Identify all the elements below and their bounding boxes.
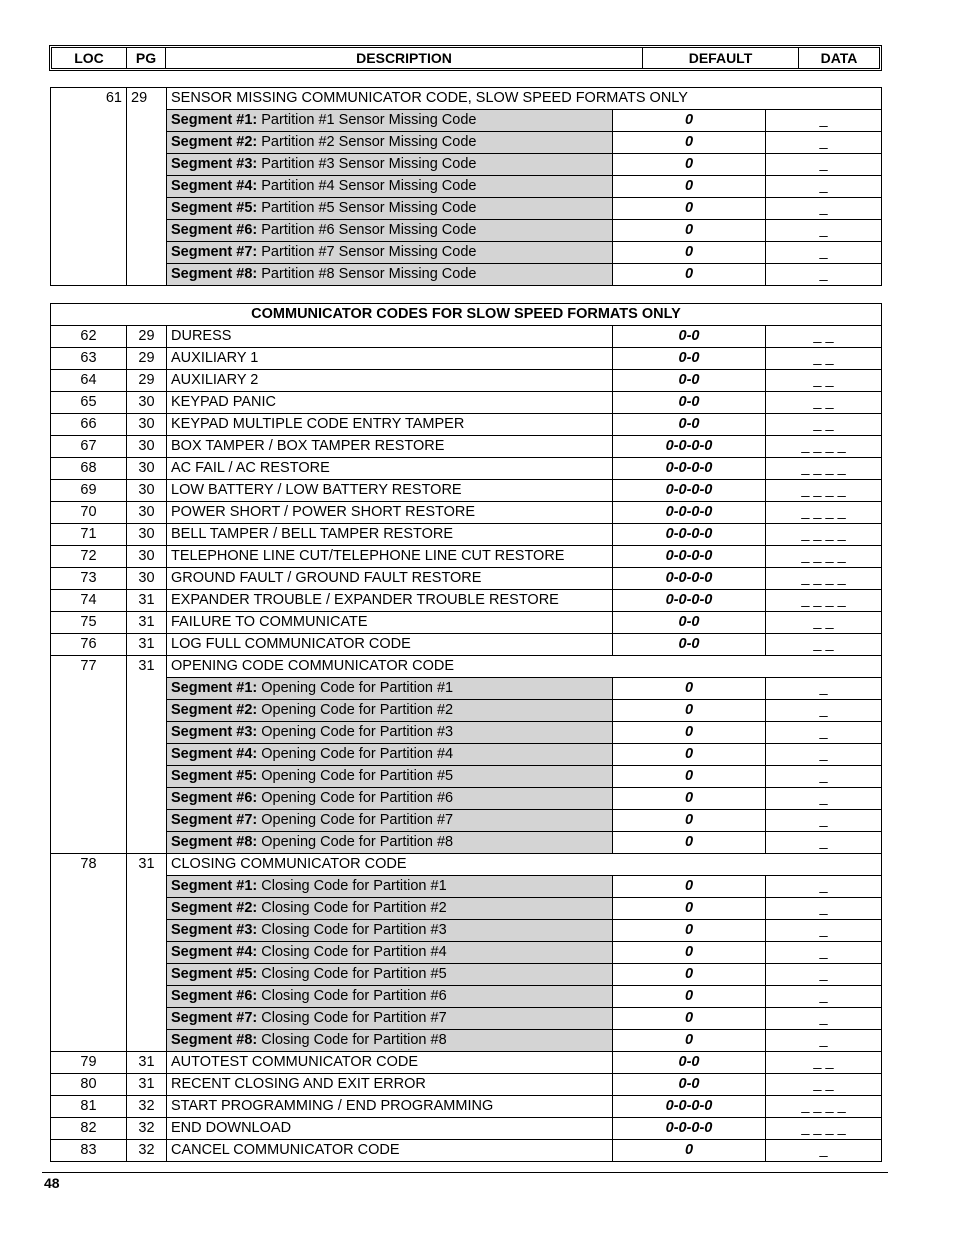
table-row	[51, 942, 882, 964]
loc-cell: 68	[51, 458, 127, 480]
table-row	[51, 436, 882, 458]
segment-description	[167, 132, 613, 154]
loc-cell: 62	[51, 326, 127, 348]
description-cell: START PROGRAMMING / END PROGRAMMING	[167, 1096, 613, 1118]
header-default: DEFAULT	[643, 48, 799, 68]
segment-text: Opening Code for Partition #8	[257, 834, 454, 850]
data-entry[interactable]: _ _	[766, 326, 882, 348]
segment-description	[167, 264, 613, 286]
table-row	[51, 612, 882, 634]
loc-cell: 70	[51, 502, 127, 524]
default-value: 0-0-0-0	[613, 524, 766, 546]
data-entry[interactable]: _	[766, 1140, 882, 1162]
description-cell: RECENT CLOSING AND EXIT ERROR	[167, 1074, 613, 1096]
table-row	[51, 1008, 882, 1030]
default-value: 0-0	[613, 326, 766, 348]
segment-text: Closing Code for Partition #7	[257, 1010, 447, 1026]
segment-label: Segment #2:	[171, 900, 258, 916]
segment-text: Closing Code for Partition #8	[257, 1032, 447, 1048]
default-value: 0-0-0-0	[613, 480, 766, 502]
data-entry[interactable]: _	[766, 832, 882, 854]
table-row	[51, 590, 882, 612]
loc-cell: 72	[51, 546, 127, 568]
segment-description	[167, 700, 613, 722]
header-loc: LOC	[74, 50, 104, 66]
table-row	[51, 154, 882, 176]
data-entry[interactable]: _	[766, 722, 882, 744]
data-entry[interactable]: _ _ _ _	[766, 546, 882, 568]
default-value: 0	[613, 832, 766, 854]
table-row	[51, 1030, 882, 1052]
table-row	[51, 88, 882, 110]
table-row	[51, 832, 882, 854]
segment-text: Opening Code for Partition #6	[257, 790, 454, 806]
data-entry[interactable]: _	[766, 242, 882, 264]
data-entry[interactable]: _	[766, 788, 882, 810]
table-row	[51, 1096, 882, 1118]
table-row	[51, 1052, 882, 1074]
segment-description	[167, 154, 613, 176]
segment-description	[167, 744, 613, 766]
default-value: 0-0	[613, 612, 766, 634]
segment-text: Opening Code for Partition #2	[257, 702, 454, 718]
table-row	[51, 110, 882, 132]
table-row	[51, 220, 882, 242]
pg-cell: 30	[127, 436, 167, 458]
segment-label: Segment #3:	[171, 922, 258, 938]
data-entry[interactable]: _ _ _ _	[766, 458, 882, 480]
table-row	[51, 1140, 882, 1162]
segment-text: Opening Code for Partition #3	[257, 724, 454, 740]
segment-description	[167, 242, 613, 264]
segment-text: Partition #6 Sensor Missing Code	[257, 222, 477, 238]
segment-description	[167, 876, 613, 898]
description-cell: LOW BATTERY / LOW BATTERY RESTORE	[167, 480, 613, 502]
segment-text: Opening Code for Partition #4	[257, 746, 454, 762]
data-entry[interactable]: _ _	[766, 392, 882, 414]
loc-cell: 79	[51, 1052, 127, 1074]
pg-cell: 30	[127, 480, 167, 502]
segment-description	[167, 898, 613, 920]
segment-text: Partition #2 Sensor Missing Code	[257, 134, 477, 150]
default-value: 0	[613, 264, 766, 286]
pg-cell: 29	[127, 370, 167, 392]
segment-label: Segment #4:	[171, 178, 258, 194]
data-entry[interactable]: _ _	[766, 612, 882, 634]
header-description: DESCRIPTION	[166, 48, 643, 68]
segment-label: Segment #2:	[171, 702, 258, 718]
pg-cell: 30	[127, 502, 167, 524]
default-value: 0-0-0-0	[613, 590, 766, 612]
default-value: 0-0	[613, 348, 766, 370]
segment-description	[167, 920, 613, 942]
description-cell: AUXILIARY 2	[167, 370, 613, 392]
table-row	[51, 1074, 882, 1096]
loc-cell: 74	[51, 590, 127, 612]
segment-description	[167, 832, 613, 854]
loc-cell: 82	[51, 1118, 127, 1140]
table-row	[51, 458, 882, 480]
segment-text: Partition #7 Sensor Missing Code	[257, 244, 477, 260]
segment-label: Segment #1:	[171, 878, 258, 894]
data-entry[interactable]: _	[766, 942, 882, 964]
segment-text: Closing Code for Partition #4	[257, 944, 447, 960]
table-row	[51, 264, 882, 286]
default-value: 0-0	[613, 1074, 766, 1096]
data-entry[interactable]: _	[766, 744, 882, 766]
segment-description	[167, 176, 613, 198]
segment-label: Segment #3:	[171, 724, 258, 740]
segment-label: Segment #4:	[171, 746, 258, 762]
default-value: 0-0-0-0	[613, 568, 766, 590]
segment-description	[167, 810, 613, 832]
data-entry[interactable]: _ _ _ _	[766, 436, 882, 458]
data-entry[interactable]: _	[766, 964, 882, 986]
description-cell: DURESS	[167, 326, 613, 348]
segment-label: Segment #2:	[171, 134, 258, 150]
pg-cell: 30	[127, 458, 167, 480]
default-value: 0	[613, 220, 766, 242]
table-row	[51, 744, 882, 766]
description-cell: AUXILIARY 1	[167, 348, 613, 370]
table-row	[51, 920, 882, 942]
default-value: 0	[613, 810, 766, 832]
table-row	[51, 964, 882, 986]
segment-description	[167, 678, 613, 700]
default-value: 0-0-0-0	[613, 1096, 766, 1118]
description-cell: KEYPAD MULTIPLE CODE ENTRY TAMPER	[167, 414, 613, 436]
pg-cell: 31	[127, 854, 167, 1052]
data-entry[interactable]: _	[766, 766, 882, 788]
data-entry[interactable]: _ _	[766, 1052, 882, 1074]
segment-description	[167, 1030, 613, 1052]
page-footer-rule	[42, 1172, 888, 1173]
table-row	[51, 198, 882, 220]
loc-cell: 65	[51, 392, 127, 414]
segment-label: Segment #1:	[171, 112, 258, 128]
default-value: 0	[613, 700, 766, 722]
segment-description	[167, 110, 613, 132]
data-entry[interactable]: _ _	[766, 634, 882, 656]
segment-label: Segment #3:	[171, 156, 258, 172]
segment-text: Partition #4 Sensor Missing Code	[257, 178, 477, 194]
data-entry[interactable]: _	[766, 898, 882, 920]
sensor-missing-table	[50, 87, 882, 286]
pg-cell: 32	[127, 1096, 167, 1118]
default-value: 0	[613, 920, 766, 942]
table-row	[51, 678, 882, 700]
data-entry[interactable]: _	[766, 920, 882, 942]
data-entry[interactable]: _	[766, 1008, 882, 1030]
data-entry[interactable]: _ _ _ _	[766, 1118, 882, 1140]
default-value: 0	[613, 876, 766, 898]
table-row	[51, 502, 882, 524]
segment-label: Segment #8:	[171, 266, 258, 282]
segment-label: Segment #7:	[171, 1010, 258, 1026]
segment-label: Segment #5:	[171, 768, 258, 784]
group-title: OPENING CODE COMMUNICATOR CODE	[167, 656, 882, 678]
segment-label: Segment #6:	[171, 988, 258, 1004]
loc-cell: 83	[51, 1140, 127, 1162]
segment-text: Partition #3 Sensor Missing Code	[257, 156, 477, 172]
pg-cell: 31	[127, 634, 167, 656]
pg-cell: 31	[127, 590, 167, 612]
default-value: 0	[613, 986, 766, 1008]
table-row	[51, 898, 882, 920]
table-row	[51, 348, 882, 370]
data-entry[interactable]: _ _ _ _	[766, 1096, 882, 1118]
default-value: 0	[613, 722, 766, 744]
loc-cell: 67	[51, 436, 127, 458]
description-cell: END DOWNLOAD	[167, 1118, 613, 1140]
default-value: 0-0	[613, 414, 766, 436]
segment-text: Partition #1 Sensor Missing Code	[257, 112, 477, 128]
table-row	[51, 414, 882, 436]
segment-label: Segment #4:	[171, 944, 258, 960]
segment-label: Segment #6:	[171, 222, 258, 238]
default-value: 0	[613, 1008, 766, 1030]
pg-cell: 31	[127, 656, 167, 854]
segment-text: Closing Code for Partition #2	[257, 900, 447, 916]
data-entry[interactable]: _	[766, 220, 882, 242]
segment-label: Segment #5:	[171, 200, 258, 216]
default-value: 0	[613, 678, 766, 700]
segment-description	[167, 942, 613, 964]
header-pg: PG	[127, 48, 166, 68]
loc-cell: 63	[51, 348, 127, 370]
default-value: 0-0-0-0	[613, 1118, 766, 1140]
default-value: 0	[613, 132, 766, 154]
data-entry[interactable]: _	[766, 110, 882, 132]
description-cell: BELL TAMPER / BELL TAMPER RESTORE	[167, 524, 613, 546]
segment-label: Segment #8:	[171, 1032, 258, 1048]
default-value: 0-0-0-0	[613, 546, 766, 568]
default-value: 0	[613, 110, 766, 132]
pg-cell: 31	[127, 1074, 167, 1096]
loc-cell: 71	[51, 524, 127, 546]
segment-description	[167, 198, 613, 220]
data-entry[interactable]: _	[766, 700, 882, 722]
pg-cell: 32	[127, 1140, 167, 1162]
description-cell: KEYPAD PANIC	[167, 392, 613, 414]
segment-label: Segment #8:	[171, 834, 258, 850]
default-value: 0-0	[613, 392, 766, 414]
segment-text: Closing Code for Partition #6	[257, 988, 447, 1004]
data-entry[interactable]: _	[766, 986, 882, 1008]
description-cell: FAILURE TO COMMUNICATE	[167, 612, 613, 634]
segment-label: Segment #7:	[171, 244, 258, 260]
description-cell: TELEPHONE LINE CUT/TELEPHONE LINE CUT RESTORE	[167, 546, 613, 568]
loc-cell: 73	[51, 568, 127, 590]
pg-cell: 31	[127, 1052, 167, 1074]
segment-description	[167, 766, 613, 788]
table-row	[51, 370, 882, 392]
table-row	[51, 1118, 882, 1140]
default-value: 0	[613, 198, 766, 220]
default-value: 0	[613, 154, 766, 176]
data-entry[interactable]: _	[766, 132, 882, 154]
section-title: COMMUNICATOR CODES FOR SLOW SPEED FORMATS ONLY	[51, 304, 882, 326]
default-value: 0-0-0-0	[613, 458, 766, 480]
segment-label: Segment #1:	[171, 680, 258, 696]
segment-text: Closing Code for Partition #5	[257, 966, 447, 982]
data-entry[interactable]: _	[766, 264, 882, 286]
pg-cell: 30	[127, 524, 167, 546]
pg-cell: 30	[127, 414, 167, 436]
table-row	[51, 634, 882, 656]
default-value: 0	[613, 1140, 766, 1162]
description-cell: EXPANDER TROUBLE / EXPANDER TROUBLE RESTORE	[167, 590, 613, 612]
pg-cell: 31	[127, 612, 167, 634]
data-entry[interactable]: _ _ _ _	[766, 502, 882, 524]
segment-text: Opening Code for Partition #7	[257, 812, 454, 828]
pg-cell: 30	[127, 546, 167, 568]
data-entry[interactable]: _	[766, 154, 882, 176]
segment-description	[167, 1008, 613, 1030]
data-entry[interactable]: _ _	[766, 370, 882, 392]
data-entry[interactable]: _	[766, 678, 882, 700]
description-cell: GROUND FAULT / GROUND FAULT RESTORE	[167, 568, 613, 590]
table-row	[51, 546, 882, 568]
table-row	[51, 176, 882, 198]
data-entry[interactable]: _ _	[766, 414, 882, 436]
communicator-codes-table	[50, 303, 882, 1162]
default-value: 0-0	[613, 370, 766, 392]
segment-description	[167, 220, 613, 242]
default-value: 0	[613, 788, 766, 810]
default-value: 0	[613, 242, 766, 264]
data-entry[interactable]: _ _	[766, 1074, 882, 1096]
data-entry[interactable]: _	[766, 876, 882, 898]
data-entry[interactable]: _ _ _ _	[766, 524, 882, 546]
group-title: SENSOR MISSING COMMUNICATOR CODE, SLOW SPEED FORMATS ONLY	[167, 88, 882, 110]
table-row	[51, 810, 882, 832]
pg-cell: 30	[127, 392, 167, 414]
description-cell: AC FAIL / AC RESTORE	[167, 458, 613, 480]
table-row	[51, 568, 882, 590]
loc-cell: 66	[51, 414, 127, 436]
table-row	[51, 722, 882, 744]
default-value: 0	[613, 176, 766, 198]
data-entry[interactable]: _ _	[766, 348, 882, 370]
default-value: 0	[613, 942, 766, 964]
header-data: DATA	[799, 48, 880, 68]
loc-cell: 78	[51, 854, 127, 1052]
data-entry[interactable]: _	[766, 1030, 882, 1052]
loc-cell: 80	[51, 1074, 127, 1096]
loc-cell: 69	[51, 480, 127, 502]
loc-cell: 61	[51, 88, 127, 286]
segment-description	[167, 986, 613, 1008]
description-cell: LOG FULL COMMUNICATOR CODE	[167, 634, 613, 656]
table-row	[51, 524, 882, 546]
segment-label: Segment #6:	[171, 790, 258, 806]
default-value: 0-0	[613, 1052, 766, 1074]
table-row	[51, 986, 882, 1008]
table-row	[51, 854, 882, 876]
default-value: 0-0-0-0	[613, 502, 766, 524]
segment-label: Segment #5:	[171, 966, 258, 982]
segment-label: Segment #7:	[171, 812, 258, 828]
description-cell: AUTOTEST COMMUNICATOR CODE	[167, 1052, 613, 1074]
table-row	[51, 480, 882, 502]
segment-text: Opening Code for Partition #5	[257, 768, 454, 784]
table-row	[51, 766, 882, 788]
table-row	[51, 392, 882, 414]
loc-cell: 64	[51, 370, 127, 392]
table-row	[51, 132, 882, 154]
default-value: 0	[613, 898, 766, 920]
pg-cell: 29	[127, 88, 167, 286]
segment-description	[167, 788, 613, 810]
table-row	[51, 656, 882, 678]
default-value: 0	[613, 964, 766, 986]
table-row	[51, 876, 882, 898]
group-title: CLOSING COMMUNICATOR CODE	[167, 854, 882, 876]
table-row	[51, 326, 882, 348]
pg-cell: 30	[127, 568, 167, 590]
data-entry[interactable]: _	[766, 198, 882, 220]
description-cell: CANCEL COMMUNICATOR CODE	[167, 1140, 613, 1162]
loc-cell: 77	[51, 656, 127, 854]
column-header	[49, 45, 882, 71]
loc-cell: 75	[51, 612, 127, 634]
data-entry[interactable]: _	[766, 176, 882, 198]
section-title-row	[51, 304, 882, 326]
default-value: 0	[613, 1030, 766, 1052]
default-value: 0	[613, 744, 766, 766]
segment-text: Closing Code for Partition #1	[257, 878, 447, 894]
page-number: 48	[44, 1175, 60, 1191]
description-cell: POWER SHORT / POWER SHORT RESTORE	[167, 502, 613, 524]
table-row	[51, 700, 882, 722]
segment-text: Partition #8 Sensor Missing Code	[257, 266, 477, 282]
loc-cell: 76	[51, 634, 127, 656]
pg-cell: 29	[127, 326, 167, 348]
table-row	[51, 788, 882, 810]
data-entry[interactable]: _ _ _ _	[766, 480, 882, 502]
segment-text: Partition #5 Sensor Missing Code	[257, 200, 477, 216]
pg-cell: 32	[127, 1118, 167, 1140]
segment-description	[167, 722, 613, 744]
data-entry[interactable]: _ _ _ _	[766, 568, 882, 590]
data-entry[interactable]: _ _ _ _	[766, 590, 882, 612]
loc-cell: 81	[51, 1096, 127, 1118]
pg-cell: 29	[127, 348, 167, 370]
data-entry[interactable]: _	[766, 810, 882, 832]
table-row	[51, 242, 882, 264]
segment-text: Closing Code for Partition #3	[257, 922, 447, 938]
default-value: 0	[613, 766, 766, 788]
default-value: 0-0	[613, 634, 766, 656]
description-cell: BOX TAMPER / BOX TAMPER RESTORE	[167, 436, 613, 458]
default-value: 0-0-0-0	[613, 436, 766, 458]
segment-text: Opening Code for Partition #1	[257, 680, 454, 696]
segment-description	[167, 964, 613, 986]
